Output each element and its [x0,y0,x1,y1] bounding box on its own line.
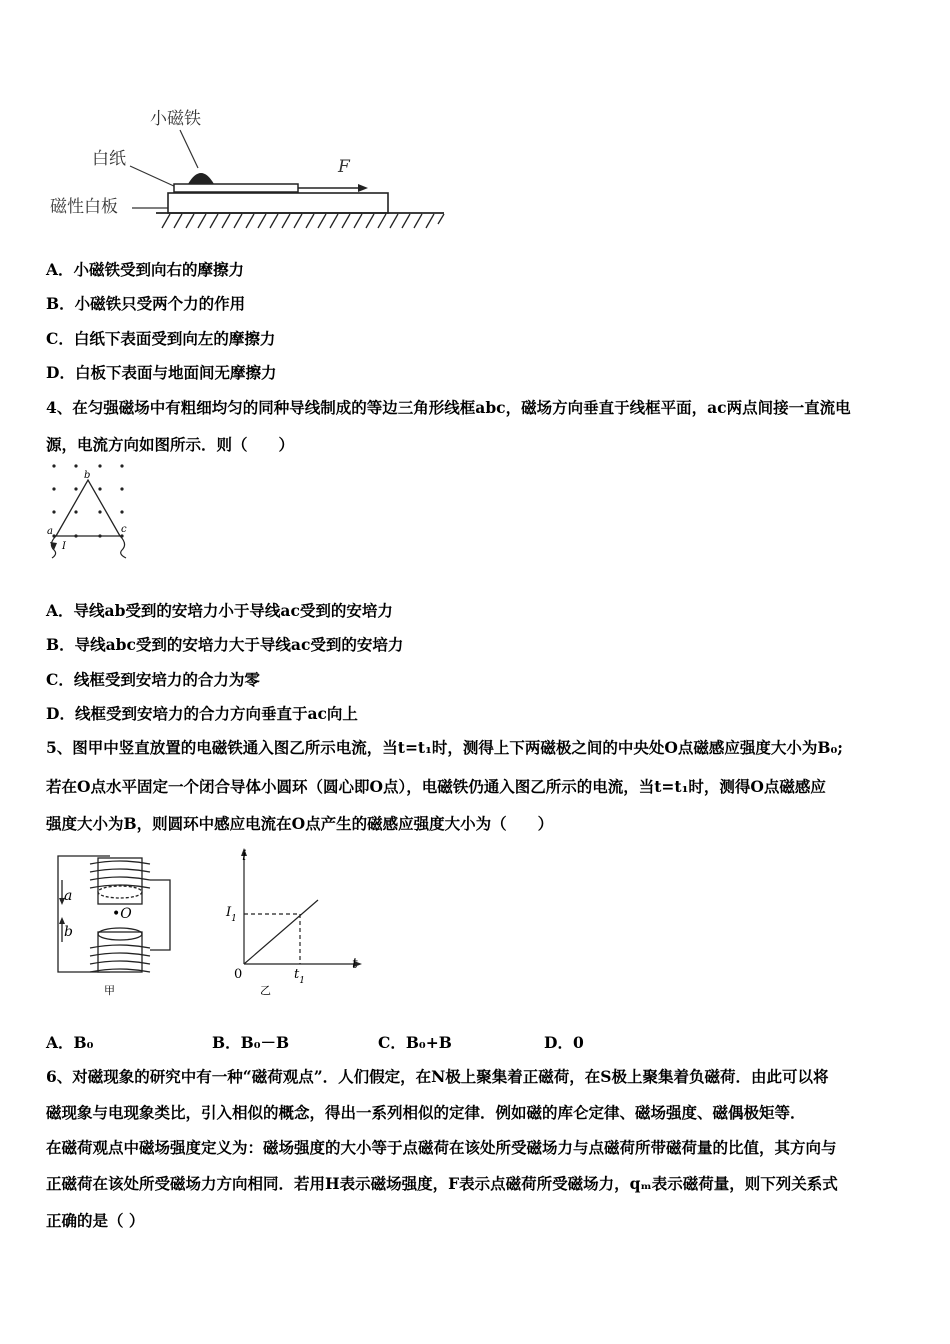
q5-option-d: D．0 [544,1033,584,1052]
vertex-a-label: a [47,526,53,537]
q5-stem-line2: 若在O点水平固定一个闭合导体小圆环（圆心即O点），电磁铁仍通入图乙所示的电流，当t=t₁时，测得O点磁感应 [46,777,826,796]
q6-stem-line1: 6、对磁现象的研究中有一种“磁荷观点”．人们假定，在N极上聚集着正磁荷，在S极上聚集着负磁荷．由此可以将 [46,1067,829,1086]
axis-t-label: t [352,956,358,972]
q5-option-b: B．B₀－B [212,1033,290,1052]
q3-option-d: D．白板下表面与地面间无摩擦力 [46,363,277,382]
label-magnetic-board: 磁性白板 [50,197,118,217]
q4-option-c: C．线框受到安培力的合力为零 [46,670,260,689]
q3-option-c: C．白纸下表面受到向左的摩擦力 [46,329,276,348]
tick-t1-label: $t_1$ [294,967,305,986]
label-force-F: F [338,157,350,177]
terminal-a-label: a [64,888,73,904]
vertex-b-label: b [84,470,91,481]
q4-option-b: B．导线abc受到的安培力大于导线ac受到的安培力 [46,635,404,654]
current-I-label: I [62,541,66,552]
q5-option-a: A．B₀ [46,1033,94,1052]
vertex-c-label: c [121,524,127,535]
q6-stem-line4: 正磁荷在该处所受磁场力方向相同．若用H表示磁场强度，F表示点磁荷所受磁场力，qₘ表示磁荷量，则下列关系式 [46,1174,838,1193]
q6-stem-line5: 正确的是（ ） [46,1211,145,1230]
q4-option-d: D．线框受到安培力的合力方向垂直于ac向上 [46,704,358,723]
caption-jia: 甲 [104,984,115,997]
point-O-label: •O [112,906,132,922]
q5-option-c: C．B₀+B [378,1033,452,1052]
q6-stem-line2: 磁现象与电现象类比，引入相似的概念，得出一系列相似的定律．例如磁的库仑定律、磁场强度、磁偶极矩等． [46,1103,806,1122]
axis-i-label: i [242,848,247,864]
label-white-paper: 白纸 [92,149,126,169]
magnet-board-figure [46,100,446,245]
q3-option-b: B．小磁铁只受两个力的作用 [46,294,246,313]
q3-option-a: A．小磁铁受到向右的摩擦力 [46,260,245,279]
q6-stem-line3: 在磁荷观点中磁场强度定义为：磁场强度的大小等于点磁荷在该处所受磁场力与点磁荷所带磁荷量的比值，其方向与 [46,1138,837,1157]
q4-option-a: A．导线ab受到的安培力小于导线ac受到的安培力 [46,601,393,620]
q4-stem-line2: 源，电流方向如图所示．则（ ） [46,435,295,454]
q5-stem-line3: 强度大小为B，则圆环中感应电流在O点产生的磁感应强度大小为（ ） [46,814,554,833]
q5-stem-line1: 5、图甲中竖直放置的电磁铁通入图乙所示电流，当t=t₁时，测得上下两磁极之间的中央处O点磁感应强度大小为B₀; [46,738,843,757]
caption-yi: 乙 [260,984,271,997]
label-small-magnet: 小磁铁 [150,109,201,129]
origin-zero-label: 0 [234,967,243,982]
current-time-graph-yi [222,842,372,1002]
electromagnet-figure-jia [50,850,180,1000]
terminal-b-label: b [64,924,73,940]
tick-I1-label: $I_1$ [226,905,237,924]
triangle-frame-figure [44,458,134,562]
q4-stem-line1: 4、在匀强磁场中有粗细均匀的同种导线制成的等边三角形线框abc，磁场方向垂直于线框平面，ac两点间接一直流电 [46,398,851,417]
